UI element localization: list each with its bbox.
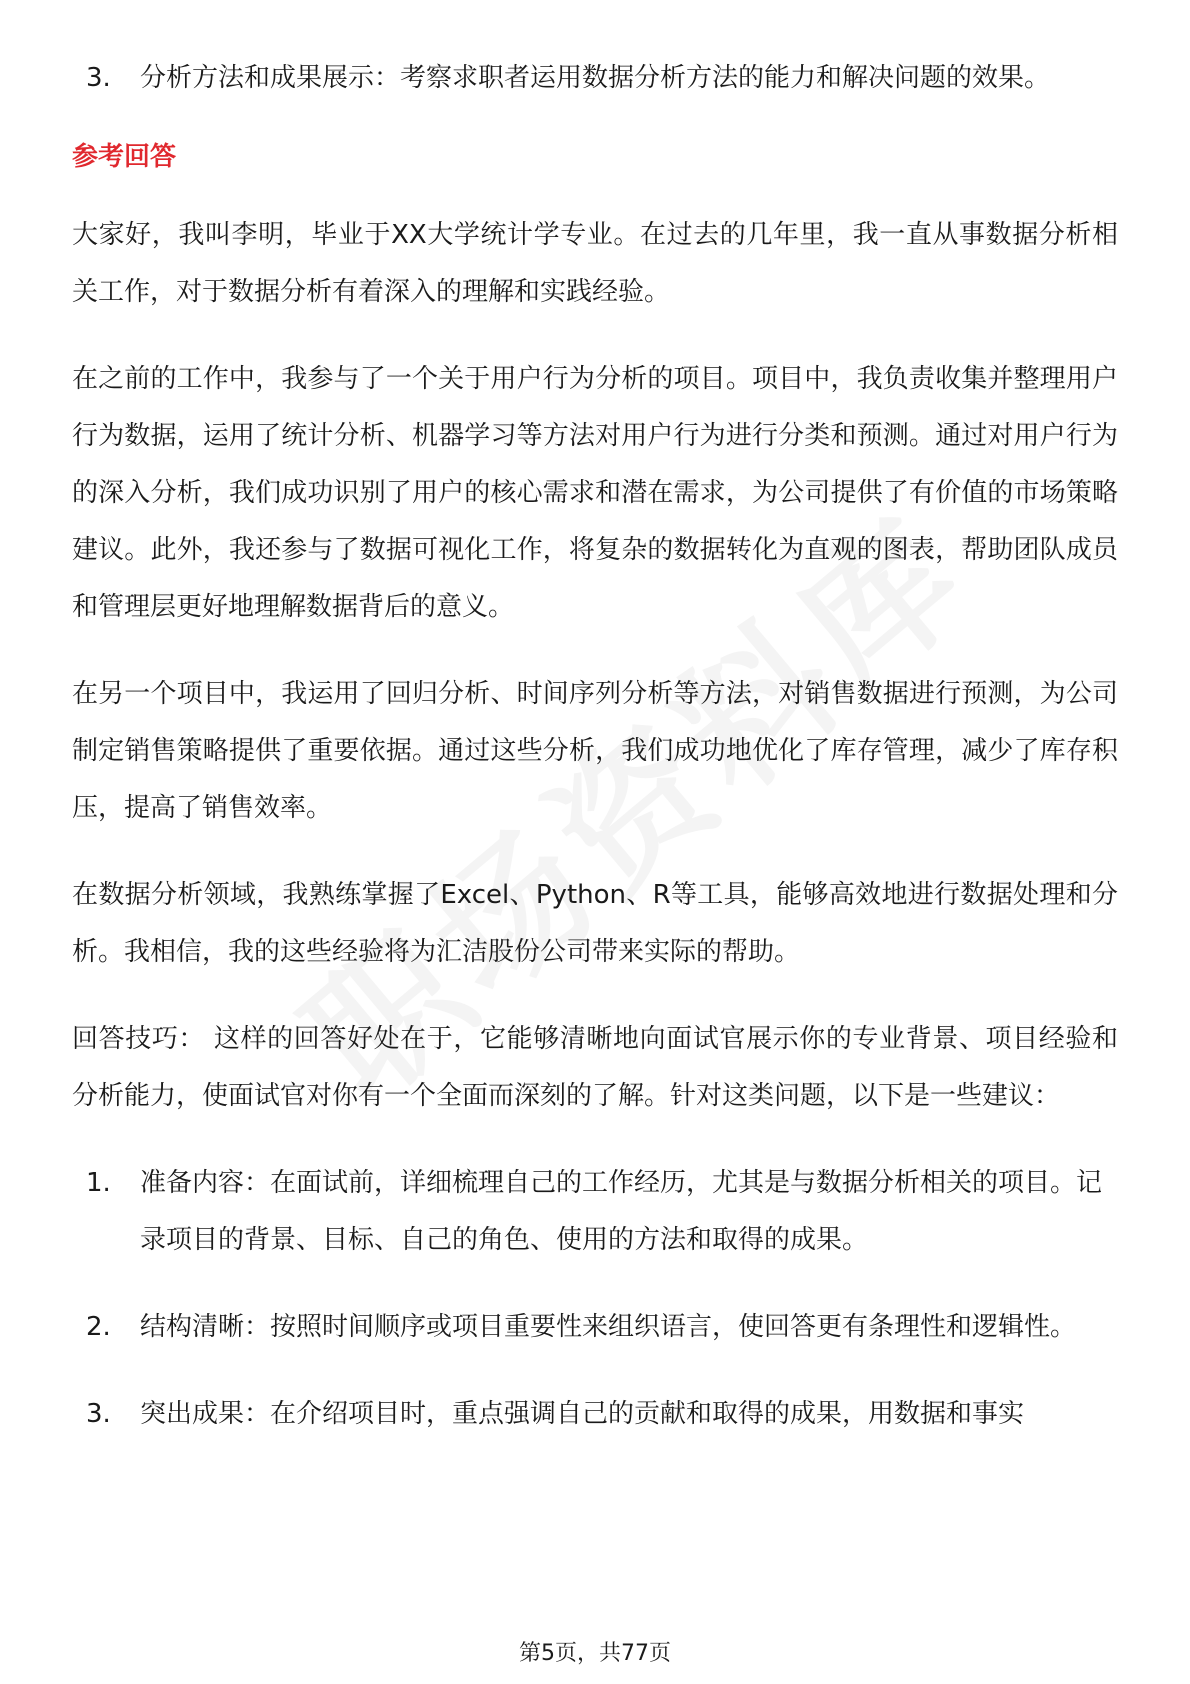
list-number: 3. (86, 1399, 111, 1429)
page-footer: 第5页，共77页 (519, 1641, 671, 1666)
list-number: 2. (86, 1312, 111, 1342)
paragraph-tools: 在数据分析领域，我熟练掌握了Excel、Python、R等工具，能够高效地进行数据处理和分析。我相信，我的这些经验将为汇洁股份公司带来实际的帮助。 (72, 880, 1118, 967)
paragraph-project-1: 在之前的工作中，我参与了一个关于用户行为分析的项目。项目中，我负责收集并整理用户行为数据，运用了统计分析、机器学习等方法对用户行为进行分类和预测。通过对用户行为的深入分析，我们成功识别了用户的核心需求和潜在需求，为公司提供了有价值的市场策略建议。此外，我还参与了数据可视化工作，将复杂的数据转化为直观的图表，帮助团队成员和管理层更好地理解数据背后的意义。 (72, 364, 1118, 622)
list-item (72, 1299, 1118, 1356)
list-text: 分析方法和成果展示：考察求职者运用数据分析方法的能力和解决问题的效果。 (140, 63, 1051, 93)
document-page (72, 50, 1118, 1473)
paragraph-intro: 大家好，我叫李明，毕业于XX大学统计学专业。在过去的几年里，我一直从事数据分析相关工作，对于数据分析有着深入的理解和实践经验。 (72, 220, 1118, 307)
list-text: 突出成果：在介绍项目时，重点强调自己的贡献和取得的成果，用数据和事实 (140, 1399, 1025, 1429)
list-number: 1. (86, 1168, 111, 1198)
list-text: 准备内容：在面试前，详细梳理自己的工作经历，尤其是与数据分析相关的项目。记录项目的背景、目标、自己的角色、使用的方法和取得的成果。 (140, 1168, 1103, 1255)
list-item (72, 1155, 1118, 1269)
section-heading: 参考回答 (72, 142, 177, 172)
paragraph-project-2: 在另一个项目中，我运用了回归分析、时间序列分析等方法，对销售数据进行预测，为公司制定销售策略提供了重要依据。通过这些分析，我们成功地优化了库存管理，减少了库存积压，提高了销售效率。 (72, 679, 1118, 823)
list-number: 3. (86, 63, 111, 93)
list-text: 结构清晰：按照时间顺序或项目重要性来组织语言，使回答更有条理性和逻辑性。 (140, 1312, 1077, 1342)
list-item (72, 50, 1118, 107)
list-item (72, 1386, 1118, 1443)
paragraph-tips: 回答技巧： 这样的回答好处在于，它能够清晰地向面试官展示你的专业背景、项目经验和分析能力，使面试官对你有一个全面而深刻的了解。针对这类问题，以下是一些建议： (72, 1024, 1118, 1111)
